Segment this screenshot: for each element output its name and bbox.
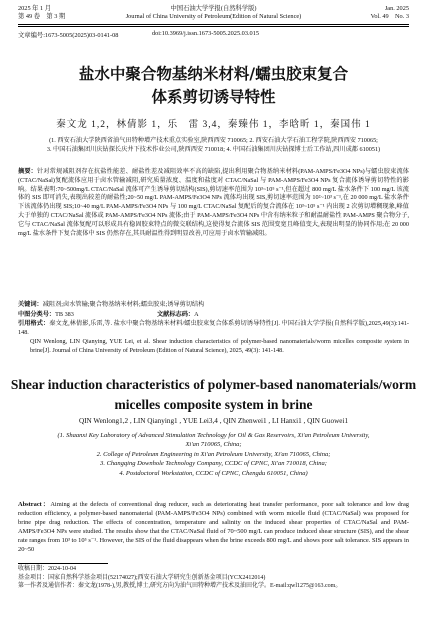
clc-label: 中图分类号：	[18, 311, 56, 318]
affiliation-en-line: (1. Shaanxi Key Laboratory of Advanced Stimulation Technology for Oil & Gas Reservoirs, Xi'an Petroleum University,	[57, 432, 370, 439]
header-rule-top	[18, 24, 409, 25]
affiliation-cn-line: (1. 西安石油大学陕西省油气田特种增产技术重点实验室,陕西西安 710065; 2. 西安石油大学石油工程学院,陕西西安 710065;	[49, 137, 378, 144]
header-journal-en: Journal of China University of Petroleum(Edition of Natural Science)	[125, 13, 302, 20]
affiliation-en-line: 2. College of Petroleum Engineering in Xi'an Petroleum University, Xi'an 710065, China;	[96, 450, 331, 458]
header-volume: 第 49 卷 第 3 期	[18, 13, 66, 20]
footnote-funding: 基金项目：国家自然科学基金项目(52174027);西安石油大学研究生创新基金项目(YCX2412014)	[18, 574, 266, 581]
footnote-rule	[18, 563, 108, 564]
abstract-en-label: Abstract：	[18, 501, 51, 508]
keywords-cn-text: 减阻剂;卤水管输;聚合物基纳米材料;蠕虫胶束;诱导剪切结构	[42, 301, 205, 308]
title-en-line2: micelles composite system in brine	[114, 397, 313, 412]
abstract-cn-label: 摘要：	[18, 168, 37, 175]
classification	[18, 311, 409, 320]
header-date: 2025 年 1 月	[18, 5, 52, 12]
doi: doi:10.3969/j.issn.1673-5005.2025.03.015	[151, 30, 259, 37]
header-rule-bottom	[18, 26, 409, 27]
header-journal-cn: 中国石油大学学报(自然科学版)	[170, 5, 257, 12]
journal-name	[0, 5, 427, 21]
clc-value: TB 383	[55, 311, 74, 318]
title-en	[0, 375, 427, 415]
affiliation-en-line: 4. Postdoctoral Workstation, CCDC of CPNC, Chengdu 610051, China)	[119, 469, 308, 477]
footnote-received: 收稿日期：2024-10-04	[18, 566, 76, 572]
footnotes	[18, 565, 409, 591]
article-meta	[18, 30, 409, 39]
title-en-line1: Shear induction characteristics of polymer-based nanomaterials/worm	[10, 377, 417, 392]
abstract-cn-text: 针对常规减阻剂存在抗盐性能差、耐盐性差及减阻效率不高的缺陷,提出利用聚合物基纳米材料(PAM-AMPS/Fe3O4 NPs)与蠕虫胶束流体(CTAC/NaSal)复配流体应用于卤水管输减阻,研究质量浓度、温度和盐度对 CTAC/NaSal 与 PAM-AMPS/Fe3O4 NPs 复合流体诱导剪切特性的影响。结果表明:70~500mg/L CTAC/NaSal 流体可产生诱导剪切结构(SIS),剪切速率范围为 10³~10⁵ s⁻¹,但在超过 800 mg/L 盐水条件下 100 mg/L 该流体的 SIS 即可消失,表现出较差的耐盐性;20~50 mg/L PAM-AMPS/Fe3O4 NPs 流体均出现 SIS,剪切速率范围为 10²~10³ s⁻¹,在 20 000 mg/L 盐水条件下该流体仍出现 SIS;10~40 mg/L PAM-AMPS/Fe3O4 NPs 与 100 mg/L CTAC/NaSal 复配后的复合流体在 10³~10⁵ s⁻¹ 内出现 2 次剪切增稠现象,峰值大于单独的 CTAC/NaSal 流体或 PAM-AMPS/Fe3O4 NPs 流体;由于 PAM-AMPS/Fe3O4 NPs 中含有纳米粒子和耐温耐盐性 PAM-AMPS 聚合物分子,它与 CTAC/NaSal 流体复配可以形成具有稳固胶束特点的微交联结构,这使得复合流体 SIS 范围变宽且峰值变大,表现出明显的协同作用;在 20 000 mg/L 盐水条件下复合流体中 SIS 仍然存在,其具耐温性得到明显改善,可应用于卤水管输减阻。	[18, 168, 409, 237]
keywords-cn-label: 关键词：	[18, 301, 43, 308]
authors-en: QIN Wenlong1,2 , LIN Qianying1 , YUE Lei3,4 , QIN Zhenwei1 , LI Hanxi1 , QIN Guowei1	[78, 417, 349, 425]
affiliation-en-line: 3. Changqing Downhole Technology Company, CCDC of CPNC, Xi'an 710018, China;	[100, 460, 327, 468]
affiliation-en-line: Xi'an 710065, China;	[185, 441, 242, 449]
article-number: 文章编号:1673-5005(2025)03-0141-08	[18, 32, 119, 39]
affiliations-cn	[18, 137, 409, 154]
journal-date-issue-en	[371, 5, 409, 21]
title-cn-line1: 盐水中聚合物基纳米材料/蠕虫胶束复合	[78, 64, 349, 83]
footnote-author: 第一作者及通信作者：秦文龙(1978-),男,教授,博士,研究方向为油气田特种增产技术及油田化学。E-mail:qwl1275@163.com。	[18, 583, 342, 590]
affiliations-en	[18, 431, 409, 478]
doc-code-value: A	[194, 311, 199, 318]
abstract-cn	[18, 168, 409, 238]
citation	[18, 320, 409, 356]
doc-code-label: 文献标志码：	[156, 311, 195, 318]
abstract-en-text: Aiming at the defects of conventional drag reducer, such as deteriorating heat transfer performance, poor salt tolerance and low drag reduction efficiency, a polymer-based nanomaterial (PAM-AMPS/Fe3O4 NPs) combined with worm micelle fluid (CTAC/NaSal) was proposed for brine pipe drag reduction. The effects of concentration, temperature and salinity on the induced shear properties of CTAC/NaSal and PAM-AMPS/Fe3O4 NPs were studied. The results show that the CTAC/NaSal fluid of 70~500 mg/L can produce induced shear structure (SIS), and the shear rate ranges from 10³ to 10⁵ s⁻¹. However, the SIS of the fluid disappears when the brine exceeds 800 mg/L and shows poor salt tolerance. SIS appears in 20~50	[18, 501, 409, 554]
title-cn-line2: 体系剪切诱导特性	[151, 87, 276, 106]
header-date-en: Jan. 2025	[384, 5, 409, 12]
authors-cn: 秦文龙 1,2，林倩影 1，乐 雷 3,4，秦臻伟 1，李晗昕 1，秦国伟 1	[56, 120, 371, 130]
citation-en: QIN Wenlong, LIN Qianying, YUE Lei, et al. Shear induction characteristics of polymer-based nanomaterials/worm micelles composite system in brine[J]. Journal of China University of Petroleum (Edition of Natural Science), 2025, 49(3): 141-148.	[30, 337, 409, 354]
keywords-cn	[18, 301, 409, 310]
citation-label: 引用格式：	[18, 320, 50, 327]
header-volume-en: Vol. 49 No. 3	[370, 13, 409, 20]
affiliation-cn-line: 3. 中国石油集团川庆钻探长庆井下技术作业公司,陕西西安 710018; 4. 中国石油集团川庆钻探博士后工作站,四川成都 610051)	[46, 145, 381, 153]
abstract-en	[18, 500, 409, 555]
citation-cn: 秦文龙,林倩影,乐雷,等. 盐水中聚合物基纳米材料/蠕虫胶束复合体系剪切诱导特性[J]. 中国石油大学学报(自然科学版),2025,49(3):141-148.	[18, 320, 409, 336]
